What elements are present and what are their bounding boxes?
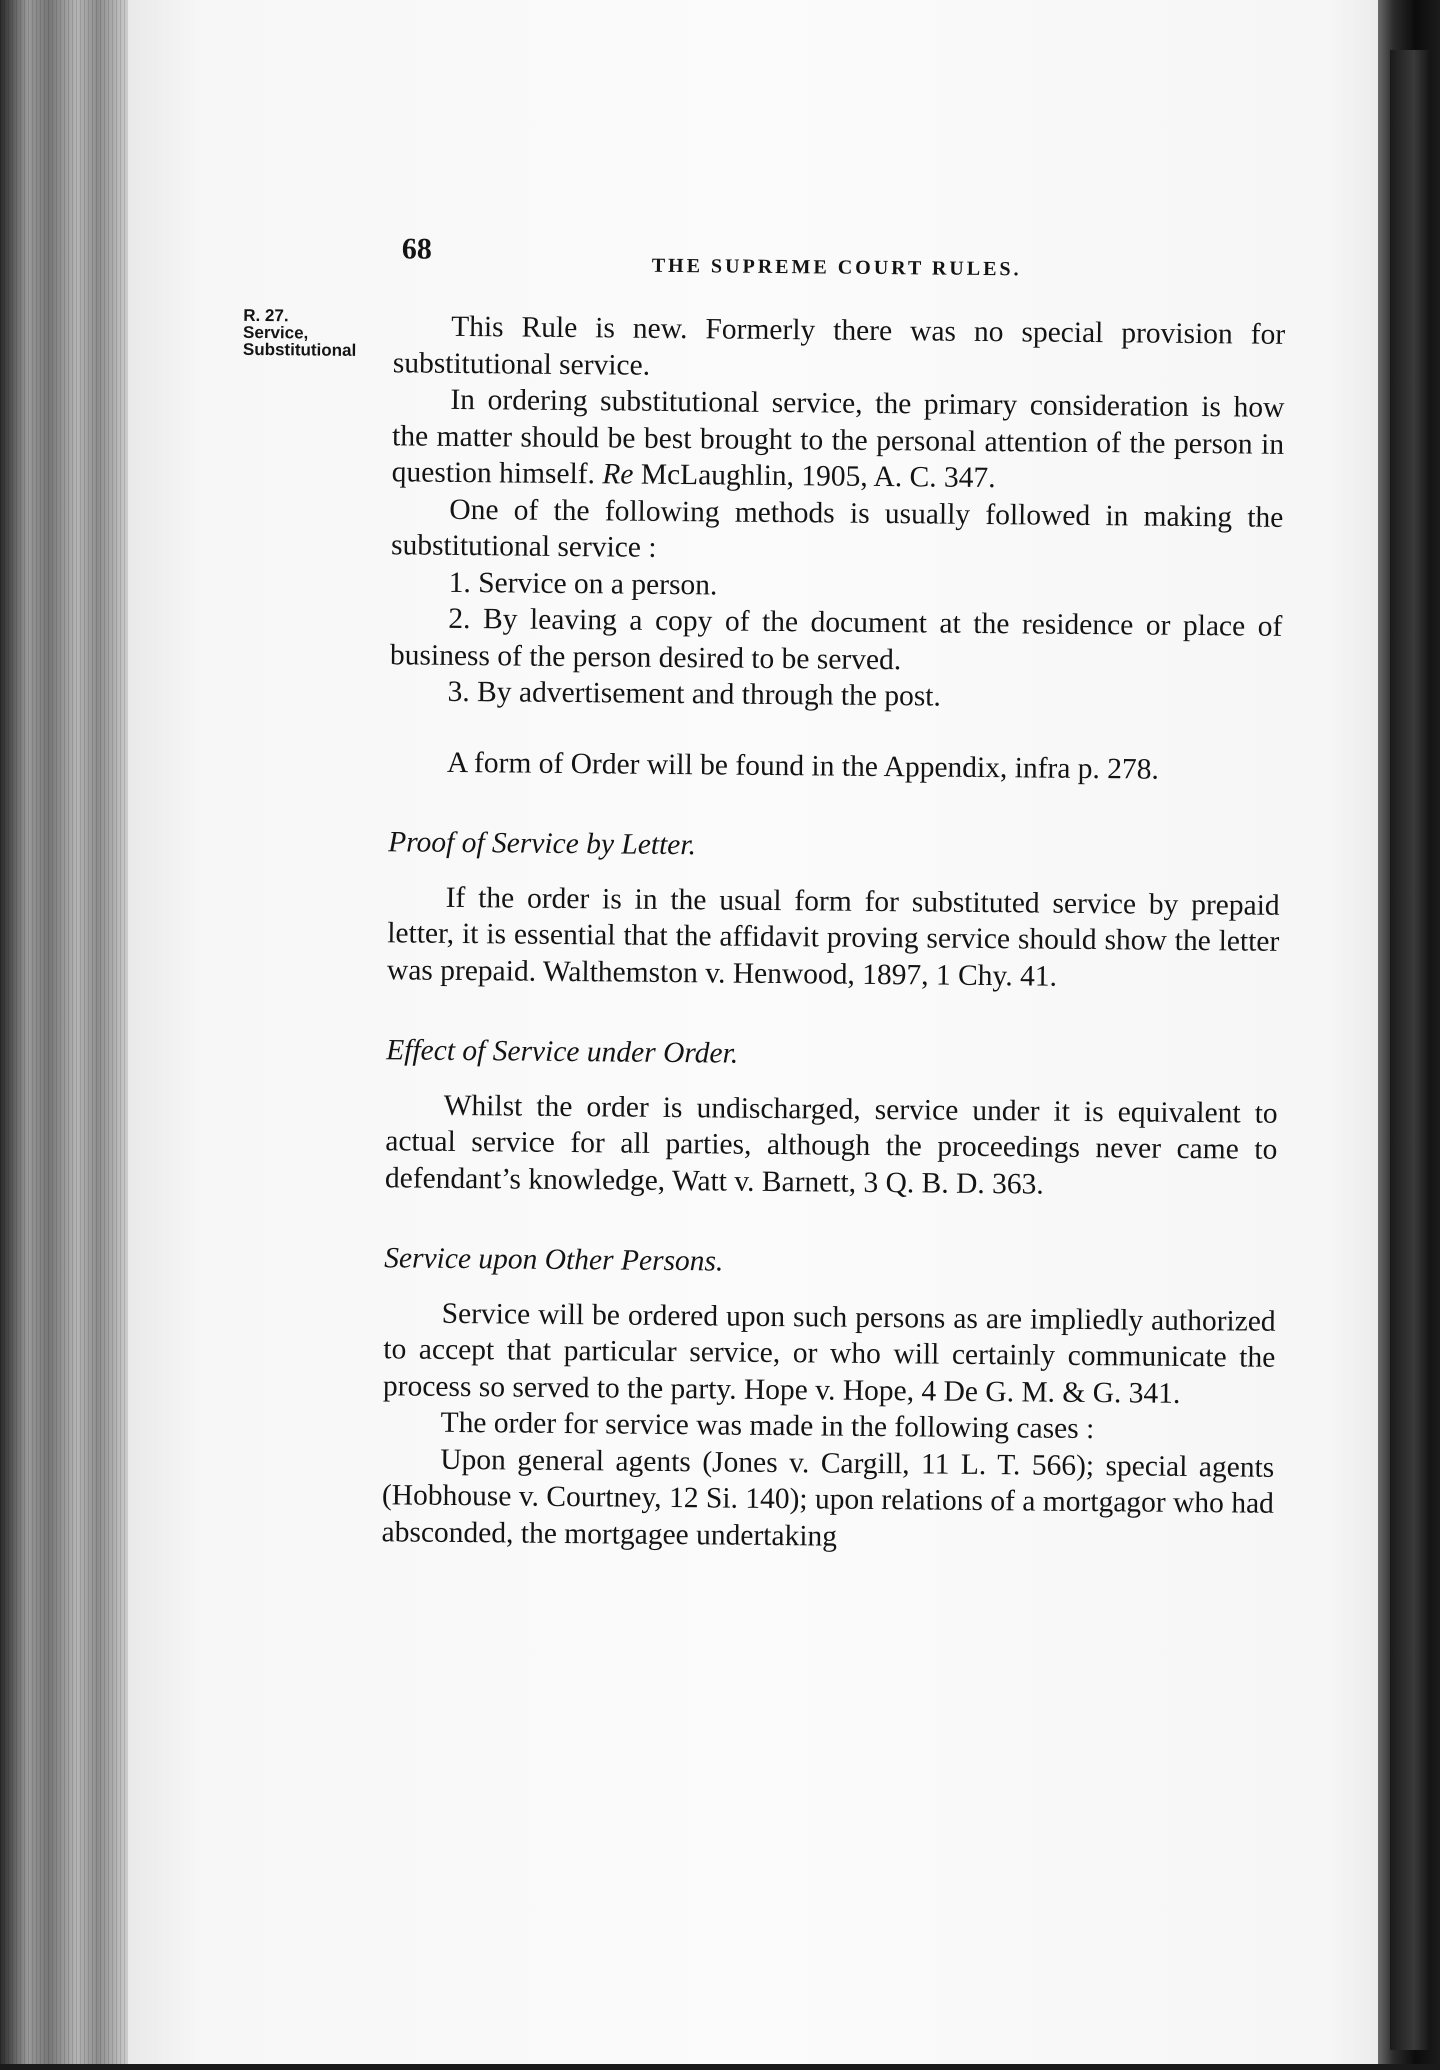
appendix-note: A form of Order will be found in the Appendix, infra p. 278. <box>446 746 1160 786</box>
margin-note-line3: Substitutional <box>242 339 357 360</box>
paragraph-rule-new: This Rule is new. Formerly there was no special provision for substitutional service. <box>392 310 1286 382</box>
paragraph-methods-intro: One of the following methods is usually followed in making the substitutional service : <box>390 493 1284 564</box>
margin-note-rule: R. 27. <box>243 305 289 326</box>
paragraph-consideration <box>392 381 1285 499</box>
methods-list <box>389 564 1282 719</box>
section-heading: Proof of Service by Letter. <box>388 826 697 862</box>
list-item-text: By advertisement and through the post. <box>476 676 941 713</box>
list-item-number: 2. <box>448 602 471 636</box>
case-prefix-re: Re <box>602 458 634 491</box>
section-paragraph: Upon general agents (Jones v. Cargill, 11 L. T. 566); special agents (Hobhouse v. Courtney, 12 Si. 140); upon relations of a mortgagor who had absconded, the mortgagee undertaking <box>381 1443 1275 1553</box>
list-item <box>389 673 1281 718</box>
section-heading: Service upon Other Persons. <box>384 1242 724 1278</box>
list-item-text: Service on a person. <box>478 566 718 601</box>
list-item-text: By leaving a copy of the document at the residence or place of business of the person desired to be served. <box>389 603 1283 676</box>
list-item-number: 3. <box>447 675 470 709</box>
section-paragraph: The order for service was made in the following cases : <box>440 1406 1095 1446</box>
section-heading: Effect of Service under Order. <box>386 1034 739 1070</box>
consideration-text: In ordering substitutional service, the primary consideration is how the matter should be best brought to the personal attention of the person in question himself. <box>391 383 1285 491</box>
case-citation-mclaughlin: McLaughlin, 1905, A. C. 347. <box>640 458 996 495</box>
margin-note-line2: Service, <box>242 322 309 343</box>
list-item <box>390 600 1283 682</box>
body-text <box>381 308 1285 1559</box>
section-paragraph: If the order is in the usual form for substituted service by prepaid letter, it is essential that the affidavit proving service should show the letter was prepaid. Walthemston v. Henwood, 1897, 1 Chy. 41. <box>386 881 1280 993</box>
section-paragraph: Service will be ordered upon such persons as are impliedly authorized to accept that particular service, or who will certainly communicate the process so served to the party. Hope v. Hope, 4 De G. M. & G. 341. <box>382 1297 1276 1410</box>
section-paragraph: Whilst the order is undischarged, service under it is equivalent to actual service for all parties, although the proceedings never came to defendant’s knowledge, Watt v. Barnett, 3 Q. B. D. 363. <box>384 1089 1278 1201</box>
list-item-number: 1. <box>448 566 471 599</box>
page-number: 68 <box>401 232 433 266</box>
running-head: THE SUPREME COURT RULES. <box>651 254 1022 281</box>
margin-note <box>243 307 393 359</box>
